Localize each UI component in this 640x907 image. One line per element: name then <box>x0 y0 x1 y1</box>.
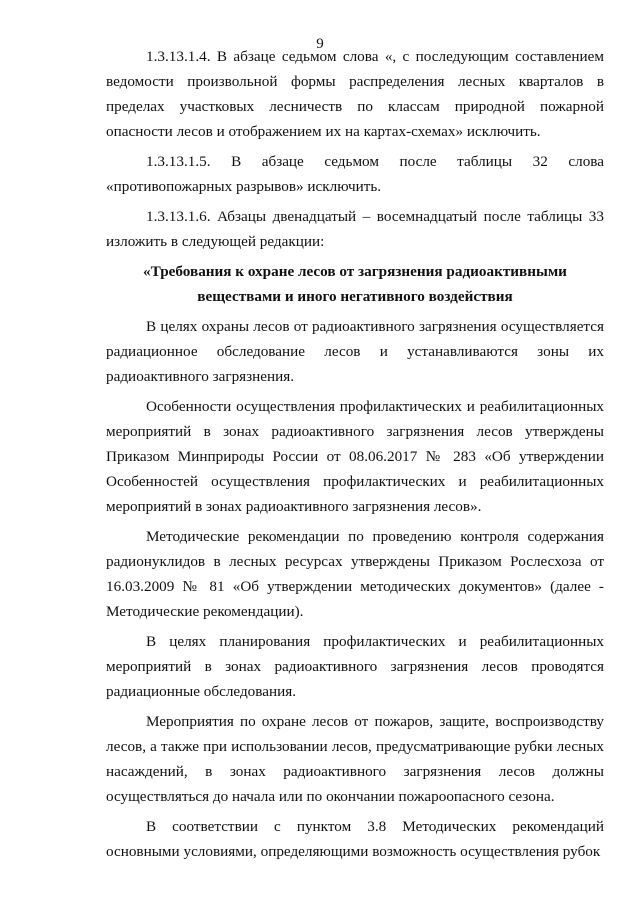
paragraph-fire-protection: Мероприятия по охране лесов от пожаров, защите, воспроизводству лесов, а также при использовании лесов, предусматривающие рубки лесных насаждений, в зонах радиоактивного загрязнения лесов должны осуществляться до начала или по окончании пожароопасного сезона. <box>106 713 604 805</box>
paragraph-planning: В целях планирования профилактических и реабилитационных мероприятий в зонах радиоактивного загрязнения лесов проводятся радиационные обследования. <box>106 633 604 700</box>
paragraph-radiation-survey: В целях охраны лесов от радиоактивного загрязнения осуществляется радиационное обследование лесов и устанавливаются зоны их радиоактивного загрязнения. <box>106 318 604 385</box>
paragraph-clause-3-8: В соответствии с пунктом 3.8 Методических рекомендаций основными условиями, определяющими возможность осуществления рубок <box>106 818 604 860</box>
document-body <box>106 44 604 864</box>
page-number: 9 <box>316 36 324 52</box>
paragraph-1-3-13-1-5: 1.3.13.1.5. В абзаце седьмом после таблицы 32 слова «противопожарных разрывов» исключить. <box>106 153 604 195</box>
paragraph-order-81: Методические рекомендации по проведению контроля содержания радионуклидов в лесных ресурсах утверждены Приказом Рослесхоза от 16.03.2009 № 81 «Об утверждении методических документов» (далее - Методические рекомендации). <box>106 528 604 620</box>
paragraph-order-283: Особенности осуществления профилактических и реабилитационных мероприятий в зонах радиоактивного загрязнения лесов утверждены Приказом Минприроды России от 08.06.2017 № 283 «Об утверждении Особенностей осуществления профилактических и реабилитационных мероприятий в зонах радиоактивного загрязнения лесов». <box>106 398 604 515</box>
section-heading: «Требования к охране лесов от загрязнения радиоактивными веществами и иного негативного воздействия <box>143 263 567 305</box>
paragraph-1-3-13-1-4: 1.3.13.1.4. В абзаце седьмом слова «, с последующим составлением ведомости произвольной формы распределения лесных кварталов в пределах участковых лесничеств по классам природной пожарной опасности лесов и отображением их на картах-схемах» исключить. <box>106 48 604 140</box>
paragraph-1-3-13-1-6: 1.3.13.1.6. Абзацы двенадцатый – восемнадцатый после таблицы 33 изложить в следующей редакции: <box>106 208 604 250</box>
